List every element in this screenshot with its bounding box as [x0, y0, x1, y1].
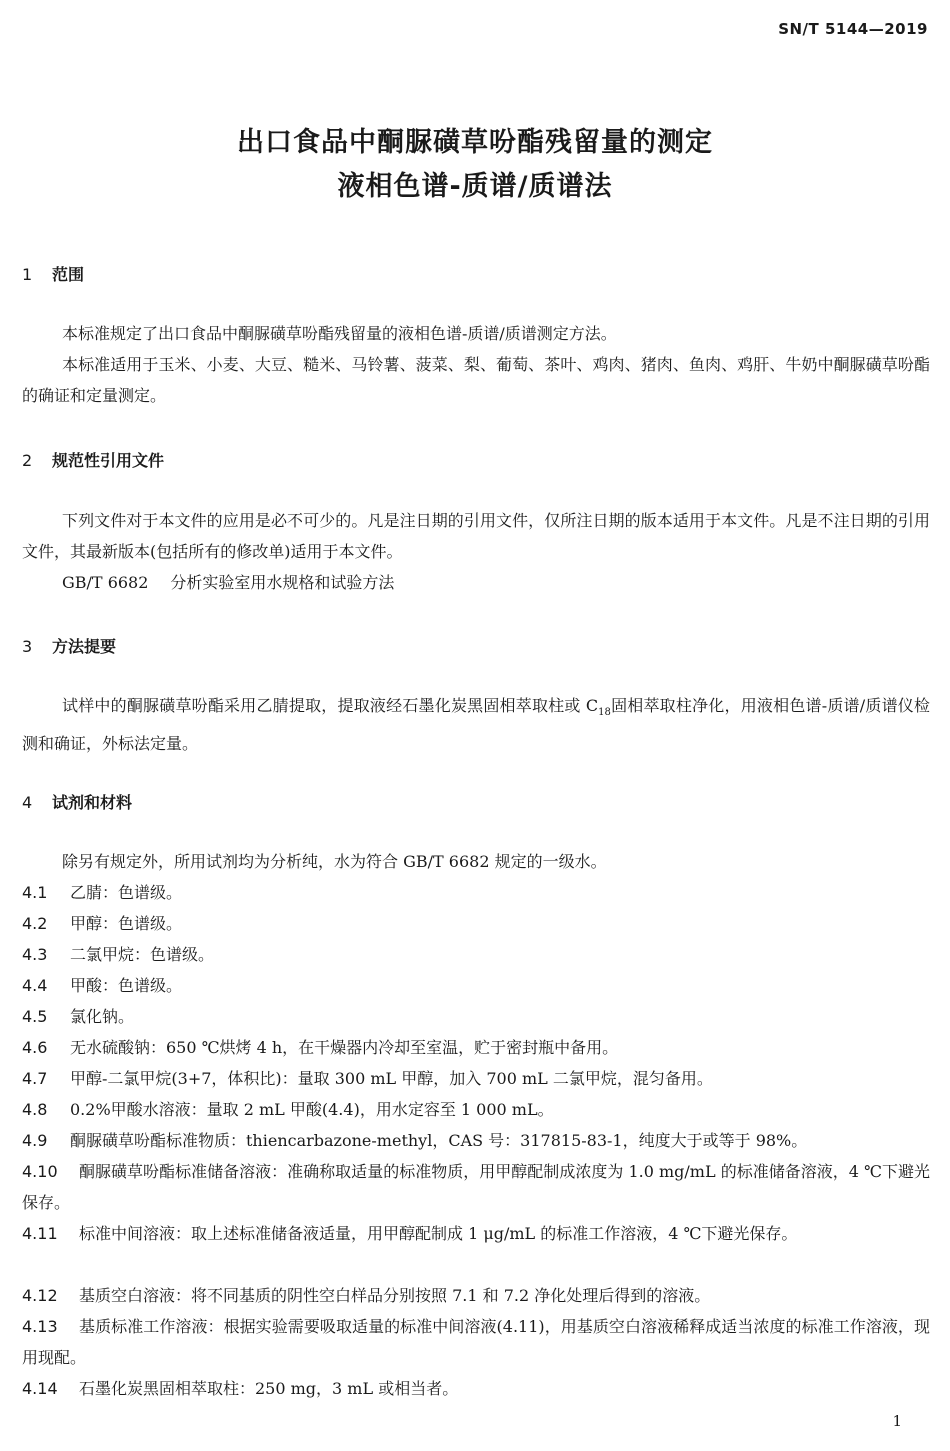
list-item: 4.10 酮脲磺草吩酯标准储备溶液：准确称取适量的标准物质，用甲醇配制成浓度为 1.0 mg/mL 的标准储备溶液，4 ℃下避光保存。: [22, 1162, 930, 1212]
reference-entry: [22, 567, 930, 598]
document-subtitle: 液相色谱-质谱/质谱法: [337, 171, 613, 202]
list-item: 4.1 乙腈：色谱级。: [22, 883, 183, 902]
paragraph: 下列文件对于本文件的应用是必不可少的。凡是注日期的引用文件，仅所注日期的版本适用于本文件。凡是不注日期的引用文件，其最新版本(包括所有的修改单)适用于本文件。: [22, 511, 930, 561]
standard-code: SN/T 5144—2019: [778, 20, 928, 38]
list-item: 4.7 甲醇-二氯甲烷(3+7，体积比)：量取 300 mL 甲醇，加入 700 mL 二氯甲烷，混匀备用。: [22, 1069, 713, 1088]
section-title: 范围: [52, 265, 85, 284]
section-heading-scope: [22, 262, 84, 285]
list-item: 4.14 石墨化炭黑固相萃取柱：250 mg，3 mL 或相当者。: [22, 1379, 459, 1398]
list-item: 4.3 二氯甲烷：色谱级。: [22, 945, 215, 964]
paragraph: 本标准适用于玉米、小麦、大豆、糙米、马铃薯、菠菜、梨、葡萄、茶叶、鸡肉、猪肉、鱼肉、鸡肝、牛奶中酮脲磺草吩酯的确证和定量测定。: [22, 355, 930, 405]
list-item: 4.6 无水硫酸钠：650 ℃烘烤 4 h，在干燥器内冷却至室温，贮于密封瓶中备用。: [22, 1038, 619, 1057]
reference-code: GB/T 6682: [62, 573, 149, 592]
list-item: 4.2 甲醇：色谱级。: [22, 914, 183, 933]
section-number: 4: [22, 793, 33, 812]
paragraph: 本标准规定了出口食品中酮脲磺草吩酯残留量的液相色谱-质谱/质谱测定方法。: [62, 324, 617, 343]
section-number: 1: [22, 265, 33, 284]
list-item: 4.12 基质空白溶液：将不同基质的阴性空白样品分别按照 7.1 和 7.2 净化处理后得到的溶液。: [22, 1286, 711, 1305]
section-heading-normative-references: [22, 448, 164, 471]
paragraph: 试样中的酮脲磺草吩酯采用乙腈提取，提取液经石墨化炭黑固相萃取柱或 $C_{18}$固相萃取柱净化，用液相色谱-质谱/质谱仪检测和确证，外标法定量。: [22, 696, 930, 754]
list-item: 4.5 氯化钠。: [22, 1007, 135, 1026]
list-item: 4.4 甲酸：色谱级。: [22, 976, 183, 995]
list-item: 4.9 酮脲磺草吩酯标准物质：thiencarbazone-methyl，CAS 号：317815-83-1，纯度大于或等于 98%。: [22, 1131, 808, 1150]
section-number: 3: [22, 637, 33, 656]
list-item: 4.13 基质标准工作溶液：根据实验需要吸取适量的标准中间溶液(4.11)，用基质空白溶液稀释成适当浓度的标准工作溶液，现用现配。: [22, 1317, 930, 1367]
list-item: 4.11 标准中间溶液：取上述标准储备液适量，用甲醇配制成 1 μg/mL 的标准工作溶液，4 ℃下避光保存。: [22, 1224, 798, 1243]
section-title: 方法提要: [52, 637, 117, 656]
section-heading-reagents: [22, 790, 132, 813]
section-number: 2: [22, 451, 33, 470]
section-title: 试剂和材料: [52, 793, 133, 812]
list-item: 4.8 0.2%甲酸水溶液：量取 2 mL 甲酸(4.4)，用水定容至 1 000 mL。: [22, 1100, 554, 1119]
page-number: 1: [892, 1412, 902, 1430]
reference-title: 分析实验室用水规格和试验方法: [170, 573, 395, 592]
section-heading-method-summary: [22, 634, 116, 657]
document-title: 出口食品中酮脲磺草吩酯残留量的测定: [237, 127, 713, 158]
section-title: 规范性引用文件: [52, 451, 165, 470]
paragraph: 除另有规定外，所用试剂均为分析纯，水为符合 GB/T 6682 规定的一级水。: [62, 852, 607, 871]
